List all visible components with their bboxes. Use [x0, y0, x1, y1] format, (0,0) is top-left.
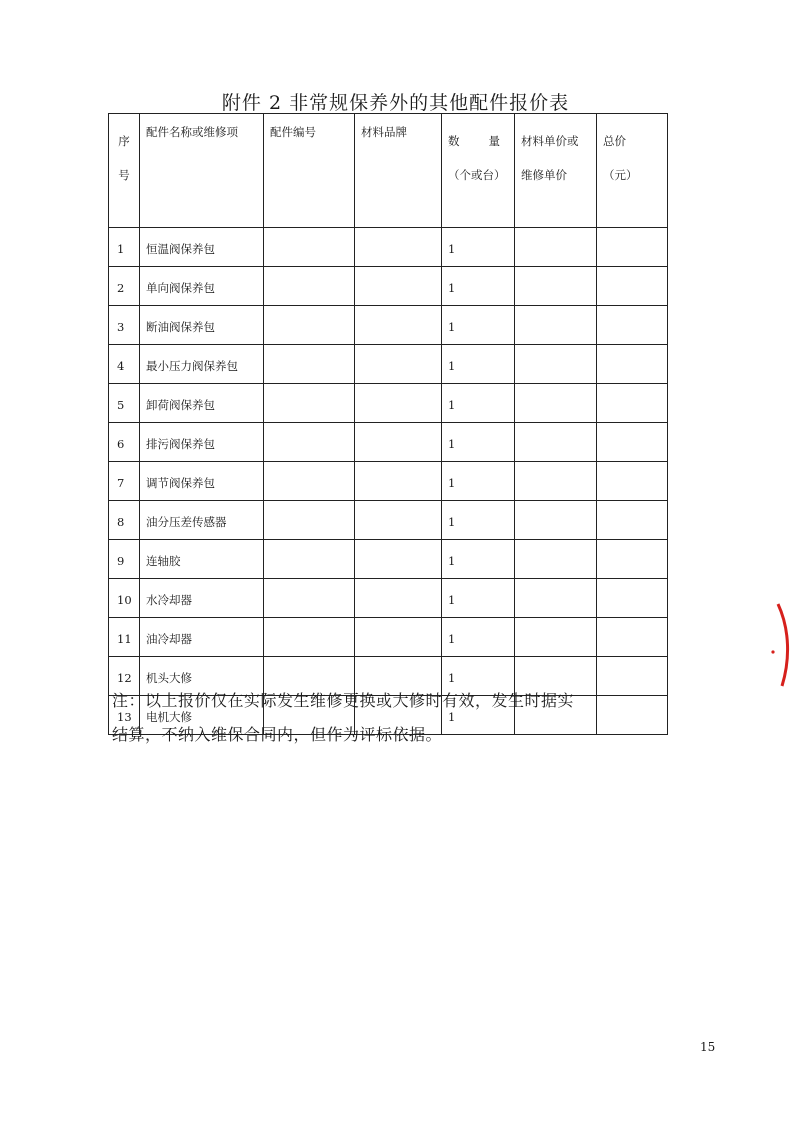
cell-brand [355, 267, 442, 306]
cell-unit-price [515, 501, 597, 540]
table-row [109, 462, 668, 501]
cell-qty: 1 [442, 345, 515, 384]
cell-part-no [264, 540, 355, 579]
cell-total [597, 579, 668, 618]
header-unit-price [515, 114, 597, 228]
cell-unit-price [515, 345, 597, 384]
cell-brand [355, 423, 442, 462]
cell-qty: 1 [442, 618, 515, 657]
cell-total [597, 384, 668, 423]
cell-part-no [264, 501, 355, 540]
cell-unit-price [515, 267, 597, 306]
header-brand [355, 114, 442, 228]
table-row [109, 501, 668, 540]
table-row [109, 267, 668, 306]
cell-unit-price [515, 228, 597, 267]
cell-name: 油分压差传感器 [140, 501, 264, 540]
cell-unit-price [515, 306, 597, 345]
header-qty-line1-b: 量 [488, 134, 500, 148]
table-row [109, 345, 668, 384]
cell-seq: 4 [109, 345, 140, 384]
header-unit-price-line2: 维修单价 [521, 168, 567, 182]
cell-total [597, 345, 668, 384]
header-brand-label: 材料品牌 [361, 125, 407, 139]
table-row [109, 540, 668, 579]
cell-part-no [264, 384, 355, 423]
header-seq-line1: 序 [118, 134, 130, 148]
cell-qty: 1 [442, 696, 515, 735]
cell-seq: 5 [109, 384, 140, 423]
cell-qty: 1 [442, 501, 515, 540]
header-seq [109, 114, 140, 228]
header-qty-line1-a: 数 [448, 134, 460, 148]
cell-seq: 6 [109, 423, 140, 462]
cell-part-no [264, 618, 355, 657]
header-qty [442, 114, 515, 228]
cell-qty: 1 [442, 579, 515, 618]
cell-seq: 8 [109, 501, 140, 540]
cell-seq: 1 [109, 228, 140, 267]
cell-unit-price [515, 423, 597, 462]
table-row [109, 579, 668, 618]
cell-seq: 13 [109, 696, 140, 735]
cell-name: 电机大修 [140, 696, 264, 735]
cell-brand [355, 579, 442, 618]
cell-name: 排污阀保养包 [140, 423, 264, 462]
header-total [597, 114, 668, 228]
cell-total [597, 423, 668, 462]
cell-qty: 1 [442, 384, 515, 423]
table-row [109, 306, 668, 345]
cell-brand [355, 384, 442, 423]
cell-name: 机头大修 [140, 657, 264, 696]
cell-qty: 1 [442, 462, 515, 501]
cell-total [597, 306, 668, 345]
footnote [112, 684, 672, 752]
page-number: 15 [700, 1040, 716, 1054]
cell-name: 最小压力阀保养包 [140, 345, 264, 384]
cell-qty: 1 [442, 423, 515, 462]
table-row [109, 228, 668, 267]
cell-total [597, 228, 668, 267]
cell-seq: 12 [109, 657, 140, 696]
cell-part-no [264, 462, 355, 501]
stamp-edge [760, 600, 790, 690]
cell-name: 断油阀保养包 [140, 306, 264, 345]
cell-part-no [264, 423, 355, 462]
cell-brand [355, 462, 442, 501]
header-name-label: 配件名称或维修项 [146, 125, 238, 139]
cell-qty: 1 [442, 228, 515, 267]
header-name [140, 114, 264, 228]
cell-qty: 1 [442, 657, 515, 696]
cell-qty: 1 [442, 540, 515, 579]
cell-name: 水冷却器 [140, 579, 264, 618]
cell-unit-price [515, 540, 597, 579]
footnote-line2: 结算，不纳入维保合同内，但作为评标依据。 [112, 725, 443, 744]
table-row [109, 618, 668, 657]
cell-seq: 11 [109, 618, 140, 657]
header-part-no-label: 配件编号 [270, 125, 316, 139]
header-seq-line2: 号 [118, 168, 130, 182]
cell-part-no [264, 228, 355, 267]
cell-seq: 2 [109, 267, 140, 306]
table-header-row [109, 114, 668, 228]
cell-seq: 9 [109, 540, 140, 579]
cell-qty: 1 [442, 267, 515, 306]
cell-total [597, 267, 668, 306]
cell-brand [355, 618, 442, 657]
cell-total [597, 462, 668, 501]
header-part-no [264, 114, 355, 228]
cell-seq: 10 [109, 579, 140, 618]
cell-part-no [264, 306, 355, 345]
cell-name: 连轴胶 [140, 540, 264, 579]
table-row [109, 384, 668, 423]
cell-total [597, 540, 668, 579]
cell-name: 油冷却器 [140, 618, 264, 657]
quote-table [108, 113, 668, 735]
cell-brand [355, 540, 442, 579]
cell-seq: 7 [109, 462, 140, 501]
table-row [109, 423, 668, 462]
header-unit-price-line1: 材料单价或 [521, 134, 579, 148]
cell-part-no [264, 345, 355, 384]
cell-part-no [264, 267, 355, 306]
cell-unit-price [515, 384, 597, 423]
cell-unit-price [515, 618, 597, 657]
cell-seq: 3 [109, 306, 140, 345]
cell-brand [355, 501, 442, 540]
cell-unit-price [515, 579, 597, 618]
cell-total [597, 501, 668, 540]
cell-qty: 1 [442, 306, 515, 345]
cell-name: 卸荷阀保养包 [140, 384, 264, 423]
cell-name: 恒温阀保养包 [140, 228, 264, 267]
cell-name: 单向阀保养包 [140, 267, 264, 306]
header-total-line2: （元） [603, 168, 638, 182]
cell-name: 调节阀保养包 [140, 462, 264, 501]
cell-brand [355, 306, 442, 345]
cell-part-no [264, 579, 355, 618]
cell-unit-price [515, 462, 597, 501]
document-title: 附件 2 非常规保养外的其他配件报价表 [221, 92, 570, 114]
footnote-line1: 注：以上报价仅在实际发生维修更换或大修时有效，发生时据实 [112, 691, 575, 710]
header-total-line1: 总价 [603, 134, 626, 148]
cell-total [597, 618, 668, 657]
cell-brand [355, 345, 442, 384]
header-qty-line2: （个或台） [448, 168, 506, 182]
cell-brand [355, 228, 442, 267]
